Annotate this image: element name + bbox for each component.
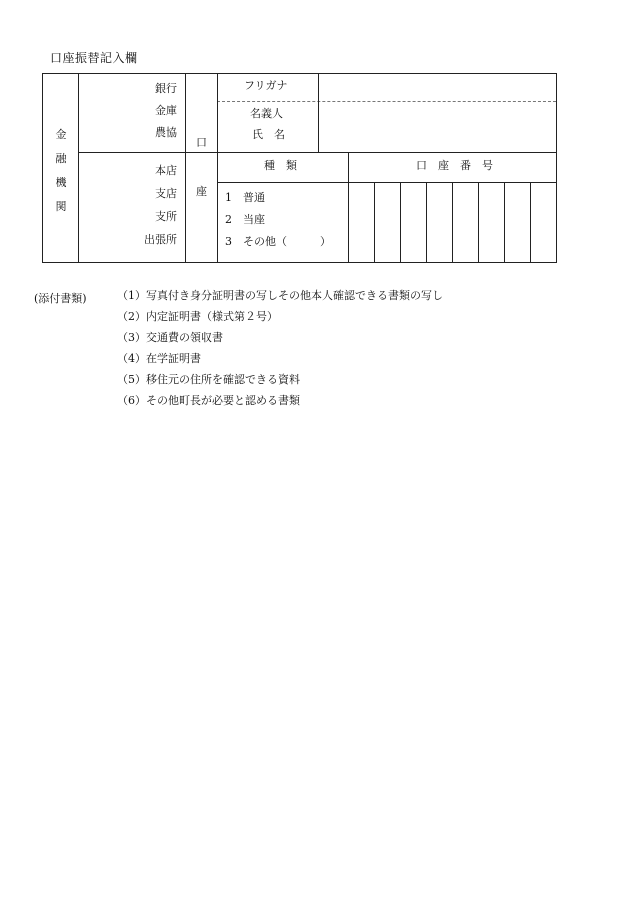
- account-number-field[interactable]: [350, 184, 555, 260]
- list-item: （1）写真付き身分証明書の写しその他本人確認できる書類の写し: [117, 289, 443, 302]
- divider: [217, 182, 556, 183]
- account-number-header: 口 座 番 号: [416, 159, 493, 172]
- option-number: 1: [225, 191, 232, 204]
- option-number: 3: [225, 235, 232, 248]
- name-field[interactable]: [320, 103, 554, 150]
- furigana-divider: [217, 101, 556, 102]
- attachments-list: [117, 290, 443, 416]
- holder-label: 名義人: [250, 107, 283, 120]
- divider: [318, 74, 319, 152]
- option-label: 当座: [243, 213, 265, 226]
- label-char: 機: [55, 176, 67, 189]
- divider: [78, 152, 556, 153]
- divider: [348, 152, 349, 262]
- option-label: 普通: [243, 191, 265, 204]
- account-transfer-form: [42, 73, 557, 263]
- branch-type-branch: 支店: [155, 187, 177, 200]
- account-type-option-2[interactable]: [225, 214, 265, 226]
- bank-type-nokyo: 農協: [155, 126, 177, 139]
- account-label-char-1: 口: [196, 136, 207, 149]
- bank-type-shinkin: 金庫: [155, 104, 177, 117]
- label-char: 金: [55, 128, 67, 141]
- branch-type-sub: 出張所: [144, 233, 177, 246]
- branch-type-office: 支所: [155, 210, 177, 223]
- option-label: その他（ ）: [243, 235, 331, 248]
- label-char: 融: [55, 152, 67, 165]
- divider: [217, 74, 218, 262]
- list-item: （2）内定証明書（様式第２号）: [117, 310, 278, 323]
- bank-type-bank: 銀行: [155, 82, 177, 95]
- account-label-char-2: 座: [196, 185, 207, 198]
- list-item: （6）その他町長が必要と認める書類: [117, 394, 300, 407]
- financial-institution-label: [54, 123, 68, 219]
- divider: [185, 74, 186, 262]
- list-item: （5）移住元の住所を確認できる資料: [117, 373, 300, 386]
- option-number: 2: [225, 213, 232, 226]
- label-char: 関: [55, 200, 67, 213]
- section-title: 口座振替記入欄: [50, 51, 138, 65]
- furigana-field[interactable]: [320, 75, 554, 100]
- attachments-heading: (添付書類): [34, 292, 87, 305]
- name-label: 氏 名: [252, 128, 285, 141]
- account-type-option-1[interactable]: [225, 192, 265, 204]
- branch-type-head: 本店: [155, 164, 177, 177]
- furigana-label: フリガナ: [244, 79, 288, 92]
- account-type-option-3[interactable]: [225, 236, 331, 248]
- list-item: （3）交通費の領収書: [117, 331, 223, 344]
- account-type-header: 種 類: [264, 159, 297, 172]
- divider: [78, 74, 79, 262]
- list-item: （4）在学証明書: [117, 352, 201, 365]
